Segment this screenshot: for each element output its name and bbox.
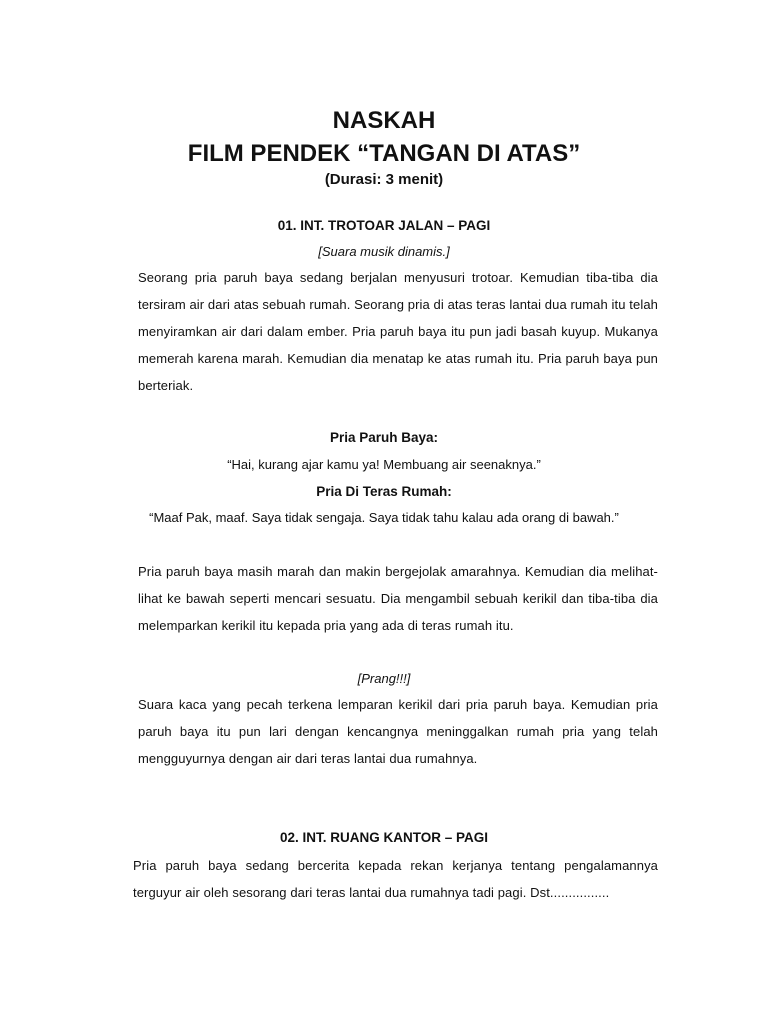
- sound-cue-1: [Suara musik dinamis.]: [318, 244, 450, 259]
- scene-2-heading: 02. INT. RUANG KANTOR – PAGI: [279, 830, 489, 845]
- speaker-1: Pria Paruh Baya:: [329, 430, 439, 445]
- dialog-1: “Hai, kurang ajar kamu ya! Membuang air seenaknya.”: [227, 457, 541, 472]
- scene-2-paragraph-1: Pria paruh baya sedang bercerita kepada rekan kerjanya tentang pengalamannya terguyur air oleh sesorang dari teras lantai dua rumahnya tadi pagi. Dst................: [133, 858, 658, 900]
- dialog-2: “Maaf Pak, maaf. Saya tidak sengaja. Saya tidak tahu kalau ada orang di bawah.”: [149, 510, 619, 525]
- film-title: FILM PENDEK “TANGAN DI ATAS”: [187, 140, 581, 167]
- document-title: NASKAH: [332, 107, 436, 134]
- sound-cue-2: [Prang!!!]: [357, 671, 411, 686]
- duration-label: (Durasi: 3 menit): [324, 171, 444, 188]
- scene-1-paragraph-3: Suara kaca yang pecah terkena lemparan kerikil dari pria paruh baya. Kemudian pria paruh baya itu pun lari dengan kencangnya meninggalkan rumah pria yang telah mengguyurnya dengan air dari teras lantai dua rumahnya.: [138, 697, 658, 766]
- scene-1-paragraph-2: Pria paruh baya masih marah dan makin bergejolak amarahnya. Kemudian dia melihat-lihat ke bawah seperti mencari sesuatu. Dia mengambil sebuah kerikil dan tiba-tiba dia melemparkan kerikil itu kepada pria yang ada di teras rumah itu.: [138, 564, 658, 633]
- scene-1-paragraph-1: Seorang pria paruh baya sedang berjalan menyusuri trotoar. Kemudian tiba-tiba dia tersiram air dari atas sebuah rumah. Seorang pria di atas teras lantai dua rumah itu telah menyiramkan air dari dalam ember. Pria paruh baya itu pun jadi basah kuyup. Mukanya memerah karena marah. Kemudian dia menatap ke atas rumah itu. Pria paruh baya pun berteriak.: [138, 270, 658, 393]
- speaker-2: Pria Di Teras Rumah:: [316, 484, 452, 499]
- scene-1-heading: 01. INT. TROTOAR JALAN – PAGI: [277, 218, 491, 233]
